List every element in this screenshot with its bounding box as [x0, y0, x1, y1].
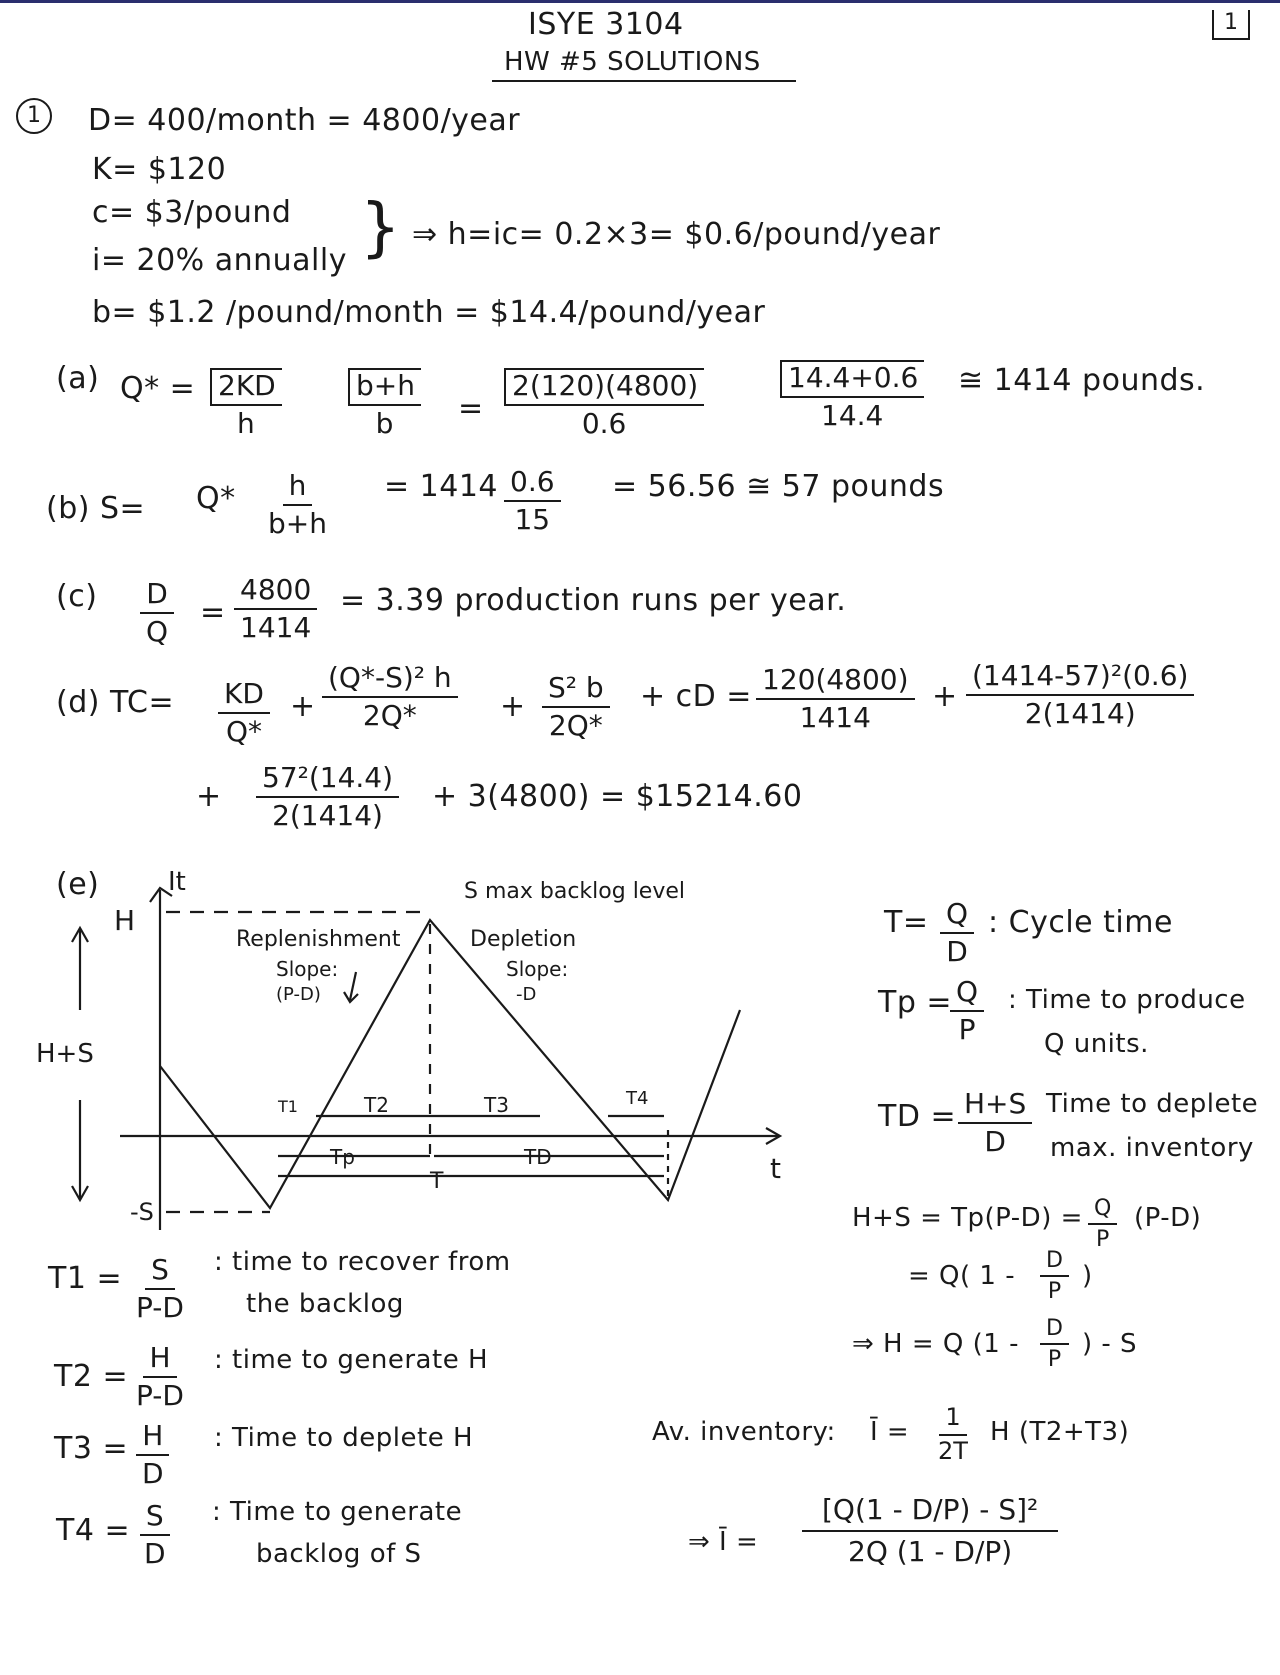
- depletion-label: Depletion: [470, 927, 577, 952]
- graph-label-h: H: [114, 904, 136, 937]
- inventory-path: [160, 920, 740, 1208]
- t4-lhs: T4 =: [56, 1513, 131, 1548]
- x-axis-label: t: [770, 1152, 781, 1185]
- replenishment-label: Replenishment: [236, 927, 401, 952]
- peak-note: S max backlog level: [464, 879, 686, 904]
- t4-desc-1: : Time to generate: [212, 1497, 463, 1527]
- avg-inventory-frac: $\frac{1}{2T}$: [938, 1403, 968, 1465]
- given-setup-cost: K= $120: [92, 152, 227, 187]
- tp-desc-2: Q units.: [1044, 1029, 1149, 1059]
- part-c-numeric: $\frac{4800}{1414}$: [234, 574, 317, 644]
- td-desc-2: max. inventory: [1050, 1133, 1254, 1163]
- part-c-result: = 3.39 production runs per year.: [340, 583, 847, 618]
- depletion-slope-label: Slope:: [506, 957, 569, 981]
- given-backorder-cost: b= $1.2 /pound/month = $14.4/pound/year: [92, 295, 766, 330]
- part-b-ratio: $\frac{h}{b+h}$: [268, 469, 327, 541]
- label-t1: T1: [278, 1097, 298, 1116]
- graph-label-neg-s: -S: [130, 1198, 154, 1226]
- given-demand: D= 400/month = 4800/year: [88, 103, 521, 138]
- t1-desc-1: : time to recover from: [214, 1247, 511, 1277]
- label-tp: Tp: [330, 1145, 355, 1169]
- cycle-time-frac: $\frac{Q}{D}$: [940, 898, 974, 968]
- part-b-numeric-ratio: $\frac{0.6}{15}$: [504, 466, 561, 536]
- h-tail: ) - S: [1082, 1329, 1138, 1359]
- given-brace: }: [360, 191, 402, 265]
- title-underline: [492, 80, 796, 82]
- part-d-numeric-1: $\frac{120(4800)}{1414}$: [756, 664, 915, 734]
- part-d-setup-term: $\frac{KD}{Q*}$: [218, 678, 270, 748]
- part-d-numeric-2: $\frac{\text{(1414-57)²(0.6)}}{2(1414)}$: [966, 660, 1194, 730]
- part-b-label: (b) S=: [46, 491, 146, 526]
- hs-line-1: H+S = Tp(P-D) =: [852, 1203, 1083, 1233]
- td-desc-1: Time to deplete: [1046, 1089, 1259, 1119]
- t4-desc-2: backlog of S: [256, 1539, 422, 1569]
- tp-frac: $\frac{Q}{P}$: [950, 976, 984, 1046]
- t3-desc-1: : Time to deplete H: [214, 1423, 474, 1453]
- part-d-result: + 3(4800) = $15214.60: [432, 779, 803, 814]
- cycle-time-lhs: T=: [884, 905, 929, 940]
- t2-desc-1: : time to generate H: [214, 1345, 488, 1375]
- given-unit-cost: c= $3/pound: [92, 195, 292, 230]
- part-d-plus-4: +: [196, 779, 222, 814]
- part-a-equals: =: [458, 391, 484, 426]
- course-code: ISYE 3104: [528, 7, 684, 42]
- graph-label-hs: H+S: [36, 1039, 94, 1069]
- cycle-time-desc: : Cycle time: [988, 905, 1173, 940]
- t4-frac: $\frac{S}{D}$: [138, 1500, 172, 1570]
- hs-line-2: = Q( 1 -: [908, 1261, 1016, 1291]
- td-lhs: TD =: [878, 1099, 957, 1134]
- page-number-box: 1: [1212, 10, 1250, 40]
- y-axis-label: It: [168, 867, 186, 897]
- t1-desc-2: the backlog: [246, 1289, 404, 1319]
- avg-inventory-lhs: Ī =: [870, 1417, 910, 1447]
- part-c-d-over-q: $\frac{D}{Q}$: [140, 578, 174, 648]
- label-t3: T3: [484, 1093, 509, 1117]
- scan-top-edge: [0, 0, 1280, 3]
- part-d-cd: + cD =: [640, 679, 752, 714]
- avg-inventory-tail: H (T2+T3): [990, 1417, 1130, 1447]
- tp-desc-1: : Time to produce: [1008, 985, 1246, 1015]
- t1-lhs: T1 =: [48, 1261, 123, 1296]
- ibar-frac: $\frac{\text{[Q(1 - D/P) - S]²}}{2Q (1 - D/P)}$: [802, 1494, 1058, 1568]
- tp-lhs: Tp =: [878, 985, 953, 1020]
- page-title: HW #5 SOLUTIONS: [504, 47, 761, 77]
- t2-frac: $\frac{H}{P-D}$: [136, 1341, 184, 1413]
- t3-lhs: T3 =: [54, 1431, 129, 1466]
- label-td: TD: [524, 1145, 552, 1169]
- inventory-cycle-diagram: [0, 860, 820, 1240]
- part-c-label: (c): [56, 579, 98, 614]
- label-t2: T2: [364, 1093, 389, 1117]
- depletion-slope: -D: [516, 984, 537, 1005]
- t2-lhs: T2 =: [54, 1359, 129, 1394]
- part-d-plus-2: +: [500, 689, 526, 724]
- part-a-qstar: Q* =: [120, 371, 196, 406]
- replenishment-slope: (P-D): [276, 984, 321, 1005]
- part-b-mid: = 1414: [384, 469, 499, 504]
- part-a-sqrt-bh-over-b: $\frac{b+h}{b}$: [348, 368, 421, 440]
- part-d-plus-1: +: [290, 689, 316, 724]
- hs2-close: ): [1082, 1261, 1093, 1291]
- part-b-qstar: Q*: [196, 481, 236, 516]
- td-frac: $\frac{H+S}{D}$: [958, 1088, 1032, 1158]
- part-a-sqrt-numeric-1: $\frac{2(120)(4800)}{0.6}$: [504, 368, 704, 440]
- part-d-holding-term: $\frac{\text{(Q*-S)² h}}{2Q*}$: [322, 662, 458, 732]
- hs-frac: $\frac{Q}{P}$: [1088, 1196, 1117, 1253]
- h-line: ⇒ H = Q (1 -: [852, 1329, 1019, 1359]
- part-a-sqrt-numeric-2: $\frac{14.4+0.6}{14.4}$: [780, 360, 924, 432]
- t1-frac: $\frac{S}{P-D}$: [136, 1253, 184, 1325]
- ibar-lhs: ⇒ Ī =: [688, 1527, 759, 1557]
- part-d-numeric-3: $\frac{\text{57²(14.4)}}{2(1414)}$: [256, 762, 399, 832]
- part-d-label: (d) TC=: [56, 685, 175, 720]
- part-a-sqrt-2kd-over-h: $\frac{2KD}{h}$: [210, 368, 282, 440]
- t3-frac: $\frac{H}{D}$: [136, 1420, 170, 1490]
- part-e-label: (e): [56, 867, 100, 902]
- hs2-frac: $\frac{D}{P}$: [1040, 1248, 1069, 1305]
- avg-inventory-label: Av. inventory:: [652, 1417, 836, 1447]
- given-interest-rate: i= 20% annually: [92, 243, 347, 278]
- problem-number: 1: [16, 98, 52, 134]
- hs-tail: (P-D): [1134, 1203, 1202, 1233]
- part-a-label: (a): [56, 361, 100, 396]
- part-b-result: = 56.56 ≅ 57 pounds: [612, 469, 945, 504]
- part-c-equals: =: [200, 595, 226, 630]
- label-t: T: [430, 1169, 444, 1194]
- label-t4: T4: [626, 1088, 649, 1109]
- h-frac: $\frac{D}{P}$: [1040, 1316, 1069, 1373]
- part-d-backorder-term: $\frac{\text{S² b}}{2Q*}$: [542, 672, 610, 742]
- holding-cost-result: ⇒ h=ic= 0.2×3= $0.6/pound/year: [412, 217, 941, 252]
- part-a-result: ≅ 1414 pounds.: [958, 363, 1206, 398]
- part-d-plus-3: +: [932, 679, 958, 714]
- replenishment-slope-label: Slope:: [276, 957, 339, 981]
